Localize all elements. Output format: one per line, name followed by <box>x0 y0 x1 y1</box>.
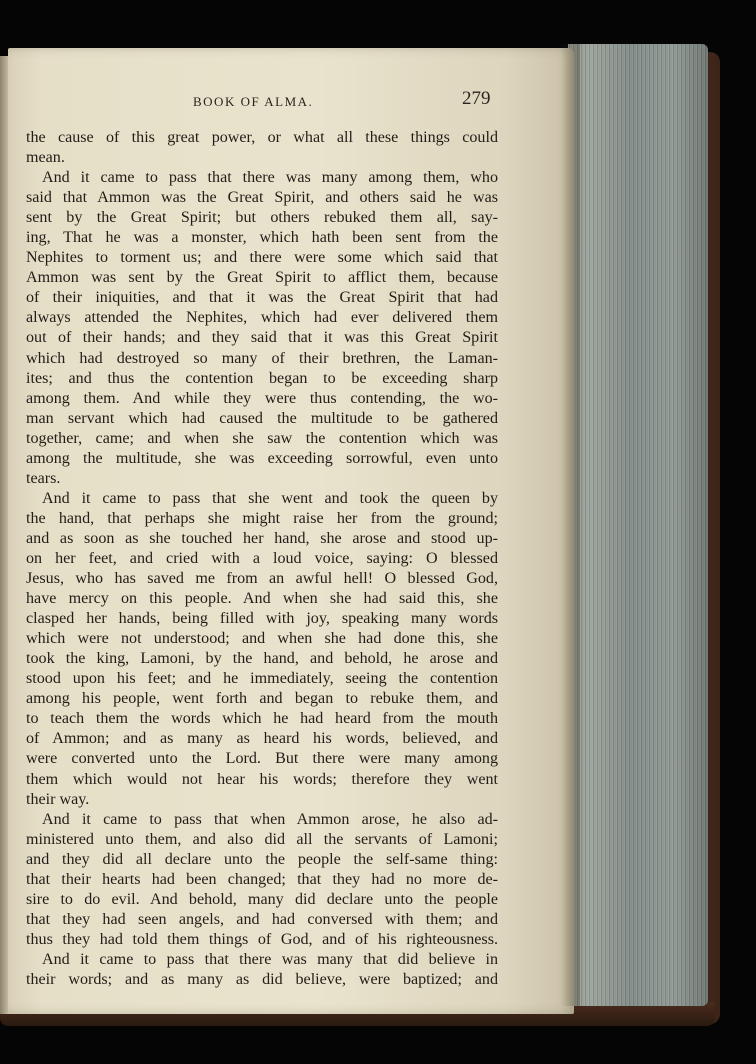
text-line: among his people, went forth and began to rebuke them, and <box>26 690 498 708</box>
text-line: the hand, that perhaps she might raise her from the ground; <box>26 509 498 527</box>
page-gutter-shadow <box>560 44 580 1006</box>
text-line: Jesus, who has saved me from an awful hell! O blessed God, <box>26 570 498 588</box>
text-line: Nephites to torment us; and there were some which said that <box>26 249 498 267</box>
text-line: said that Ammon was the Great Spirit, and others said he was <box>26 189 498 207</box>
text-line: and they did all declare unto the people the self-same thing: <box>26 850 498 868</box>
text-line: their words; and as many as did believe, were baptized; and <box>26 970 498 988</box>
text-line: their way. <box>26 790 90 808</box>
page-number: 279 <box>462 88 491 109</box>
text-line: clasped her hands, being filled with joy, speaking many words <box>26 610 498 628</box>
text-line: sent by the Great Spirit; but others rebuked them all, say- <box>26 209 498 227</box>
text-line: of their iniquities, and that it was the Great Spirit that had <box>26 289 498 307</box>
text-line: and as soon as she touched her hand, she arose and stood up- <box>26 529 498 547</box>
body-text <box>26 128 498 990</box>
text-line: And it came to pass that there was many among them, who <box>42 169 498 187</box>
text-line: stood upon his feet; and he immediately, seeing the contention <box>26 670 498 688</box>
text-line: And it came to pass that when Ammon arose, he also ad- <box>42 810 498 828</box>
text-line: that they had seen angels, and had conversed with them; and <box>26 910 498 928</box>
text-line: ing, That he was a monster, which hath been sent from the <box>26 229 498 247</box>
text-line: them which would not hear his words; therefore they went <box>26 770 498 788</box>
text-line: always attended the Nephites, which had ever delivered them <box>26 309 498 327</box>
text-line: And it came to pass that there was many that did believe in <box>42 950 498 968</box>
text-line: Ammon was sent by the Great Spirit to afflict them, because <box>26 269 498 287</box>
text-line: tears. <box>26 469 61 487</box>
running-head: BOOK OF ALMA. <box>193 94 314 109</box>
text-line: which had destroyed so many of their brethren, the Laman- <box>26 349 498 367</box>
text-line: ites; and thus the contention began to be exceeding sharp <box>26 369 498 387</box>
text-line: And it came to pass that she went and took the queen by <box>42 489 498 507</box>
text-line: sire to do evil. And behold, many did declare unto the people <box>26 890 498 908</box>
text-line: the cause of this great power, or what all these things could <box>26 129 498 146</box>
text-line: out of their hands; and they said that it was this Great Spirit <box>26 329 498 347</box>
text-line: ministered unto them, and also did all the servants of Lamoni; <box>26 830 498 848</box>
text-line: man servant which had caused the multitude to be gathered <box>26 409 498 427</box>
text-line: took the king, Lamoni, by the hand, and behold, he arose and <box>26 650 498 668</box>
text-line: among them. And while they were thus contending, the wo- <box>26 389 498 407</box>
text-line: that their hearts had been changed; that they had no more de- <box>26 870 498 888</box>
text-line: of Ammon; and as many as heard his words, believed, and <box>26 730 498 748</box>
text-line: have mercy on this people. And when she had said this, she <box>26 590 498 608</box>
text-line: on her feet, and cried with a loud voice, saying: O blessed <box>26 549 498 567</box>
text-line: which were not understood; and when she had done this, she <box>26 630 498 648</box>
text-line: thus they had told them things of God, and of his righteousness. <box>26 930 498 948</box>
page-fore-edge <box>568 44 708 1006</box>
text-line: mean. <box>26 149 65 167</box>
text-line: together, came; and when she saw the contention which was <box>26 429 498 447</box>
text-line: to teach them the words which he had heard from the mouth <box>26 710 498 728</box>
text-line: among the multitude, she was exceeding sorrowful, even unto <box>26 449 498 467</box>
text-line: were converted unto the Lord. But there were many among <box>26 750 498 768</box>
